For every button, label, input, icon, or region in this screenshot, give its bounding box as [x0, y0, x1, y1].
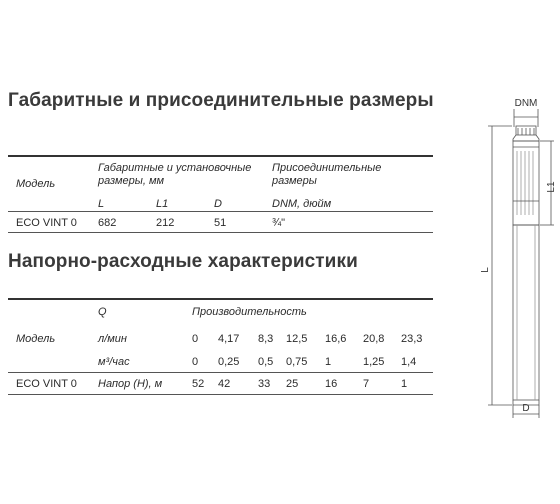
- m3h-value: 0,75: [286, 356, 308, 368]
- pump-shoulder: [513, 135, 539, 141]
- m3h-value: 1: [325, 356, 332, 368]
- dim-value-l1: 212: [156, 217, 175, 229]
- lmin-value: 16,6: [325, 333, 347, 345]
- dimensions-title: Габаритные и присоединительные размеры: [8, 90, 434, 111]
- table-bottom-rule: [8, 232, 433, 233]
- perf-row-model: ECO VINT 0: [16, 378, 77, 390]
- lmin-value: 12,5: [286, 333, 308, 345]
- lmin-value: 0: [192, 333, 199, 345]
- group-conn-header-line2: размеры: [272, 175, 317, 187]
- m3h-value: 0,25: [218, 356, 240, 368]
- productivity-label: Производительность: [192, 306, 307, 318]
- m3h-value: 0,5: [258, 356, 274, 368]
- subheader-l1: L1: [156, 198, 169, 210]
- head-value: 16: [325, 378, 338, 390]
- dim-value-d: 51: [214, 217, 227, 229]
- table-top-rule: [8, 155, 433, 157]
- head-value: 52: [192, 378, 205, 390]
- m3h-value: 0: [192, 356, 199, 368]
- subheader-dnm: DNM, дюйм: [272, 198, 332, 210]
- lmin-value: 4,17: [218, 333, 240, 345]
- perf-bottom-rule: [8, 394, 433, 395]
- perf-col-model-header: Модель: [16, 333, 56, 345]
- l1-label: L1: [546, 181, 557, 193]
- subheader-d: D: [214, 198, 222, 210]
- lmin-value: 23,3: [401, 333, 423, 345]
- head-value: 7: [363, 378, 370, 390]
- head-value: 42: [218, 378, 231, 390]
- dim-value-dnm: ¾": [272, 217, 286, 229]
- l-label: L: [480, 267, 491, 273]
- q-label: Q: [98, 306, 107, 318]
- dnm-label: DNM: [514, 98, 538, 109]
- lmin-value: 20,8: [363, 333, 385, 345]
- perf-mid-rule: [8, 372, 433, 373]
- m3h-value: 1,4: [401, 356, 417, 368]
- m3h-value: 1,25: [363, 356, 385, 368]
- m3h-label: м³/час: [98, 356, 130, 368]
- group-dims-header-line2: размеры, мм: [98, 175, 165, 187]
- d-label: D: [522, 403, 530, 414]
- performance-title: Напорно-расходные характеристики: [8, 251, 358, 272]
- dim-row-model: ECO VINT 0: [16, 217, 77, 229]
- col-model-header: Модель: [16, 178, 56, 190]
- perf-top-rule: [8, 298, 433, 300]
- pump-drawing: [480, 95, 558, 425]
- subheader-l: L: [98, 198, 105, 210]
- group-conn-header-line1: Присоединительные: [272, 162, 382, 174]
- head-value: 33: [258, 378, 271, 390]
- lmin-label: л/мин: [98, 333, 127, 345]
- table-mid-rule: [8, 211, 433, 212]
- lmin-value: 8,3: [258, 333, 274, 345]
- head-value: 25: [286, 378, 299, 390]
- group-dims-header-line1: Габаритные и установочные: [98, 162, 252, 174]
- dim-value-l: 682: [98, 217, 117, 229]
- head-value: 1: [401, 378, 408, 390]
- head-label: Напор (Н), м: [98, 378, 163, 390]
